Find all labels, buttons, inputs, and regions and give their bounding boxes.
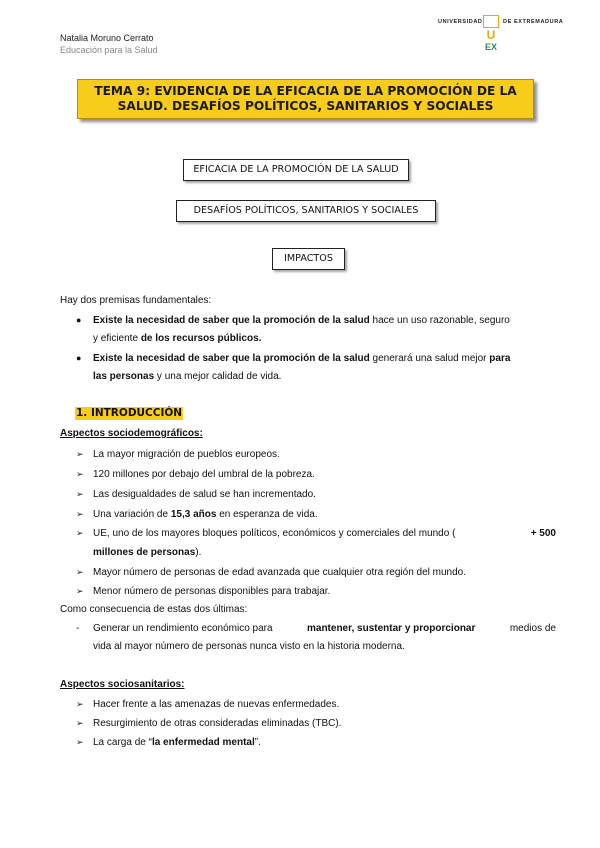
list-item: 120 millones por debajo del umbral de la pobreza. (93, 469, 315, 480)
section-heading-introduccion: 1. INTRODUCCIÓN (76, 407, 183, 419)
list-item: Hacer frente a las amenazas de nuevas enfermedades. (93, 699, 340, 710)
arrow-bullet-icon: ➢ (76, 737, 84, 747)
box-impactos: IMPACTOS (272, 248, 345, 270)
arrow-bullet-icon: ➢ (76, 449, 84, 459)
list-item: La mayor migración de pueblos europeos. (93, 449, 280, 460)
list-item: Resurgimiento de otras consideradas eliminadas (TBC). (93, 718, 342, 729)
bullet-icon: ● (76, 315, 82, 325)
subheading-sociodemograficos: Aspectos sociodemográficos: (60, 428, 203, 439)
box-eficacia: EFICACIA DE LA PROMOCIÓN DE LA SALUD (183, 159, 409, 181)
box-desafios: DESAFÍOS POLÍTICOS, SANITARIOS Y SOCIALES (176, 200, 436, 222)
title-line-1: TEMA 9: EVIDENCIA DE LA EFICACIA DE LA PROMOCIÓN DE LA (94, 84, 517, 98)
dash-item: Generar un rendimiento económico para mantener, sustentar y proporcionar medios de vida al mayor número de personas nunca visto en la historia moderna. (93, 623, 556, 652)
list-item: Una variación de 15,3 años en esperanza de vida. (93, 509, 318, 520)
arrow-bullet-icon: ➢ (76, 586, 84, 596)
bullet-icon: ● (76, 353, 82, 363)
arrow-bullet-icon: ➢ (76, 528, 84, 538)
arrow-bullet-icon: ➢ (76, 567, 84, 577)
logo-emblem-icon (483, 15, 499, 28)
subheading-sociosanitarios: Aspectos sociosanitarios: (60, 679, 185, 690)
premises-intro: Hay dos premisas fundamentales: (60, 295, 212, 306)
list-item: Las desigualdades de salud se han incrementado. (93, 489, 316, 500)
premise-item-2: Existe la necesidad de saber que la promoción de la salud generará una salud mejor para las personas y una mejor calidad de vida. (93, 353, 511, 382)
course-name: Educación para la Salud (60, 45, 158, 55)
arrow-bullet-icon: ➢ (76, 718, 84, 728)
author-name: Natalia Moruno Cerrato (60, 33, 154, 43)
logo-text-right: DE EXTREMADURA (503, 19, 564, 25)
arrow-bullet-icon: ➢ (76, 489, 84, 499)
title-line-2: SALUD. DESAFÍOS POLÍTICOS, SANITARIOS Y SOCIALES (117, 99, 494, 113)
arrow-bullet-icon: ➢ (76, 469, 84, 479)
premise-item-1: Existe la necesidad de saber que la promoción de la salud hace un uso razonable, seguro y eficiente de los recursos públicos. (93, 315, 510, 344)
consequence-text: Como consecuencia de estas dos últimas: (60, 604, 248, 615)
logo-mark-ex: EX (484, 42, 497, 52)
page-title (77, 79, 534, 119)
list-item: Menor número de personas disponibles para trabajar. (93, 586, 331, 597)
arrow-bullet-icon: ➢ (76, 509, 84, 519)
list-item: La carga de “la enfermedad mental”. (93, 737, 261, 748)
dash-bullet-icon: - (76, 623, 80, 634)
logo-mark-u: U (486, 28, 496, 42)
arrow-bullet-icon: ➢ (76, 699, 84, 709)
list-item: Mayor número de personas de edad avanzada que cualquier otra región del mundo. (93, 567, 467, 578)
list-item: UE, uno de los mayores bloques políticos, económicos y comerciales del mundo ( + 500 millones de personas). (93, 528, 556, 558)
logo-text-left: UNIVERSIDAD (438, 19, 483, 25)
